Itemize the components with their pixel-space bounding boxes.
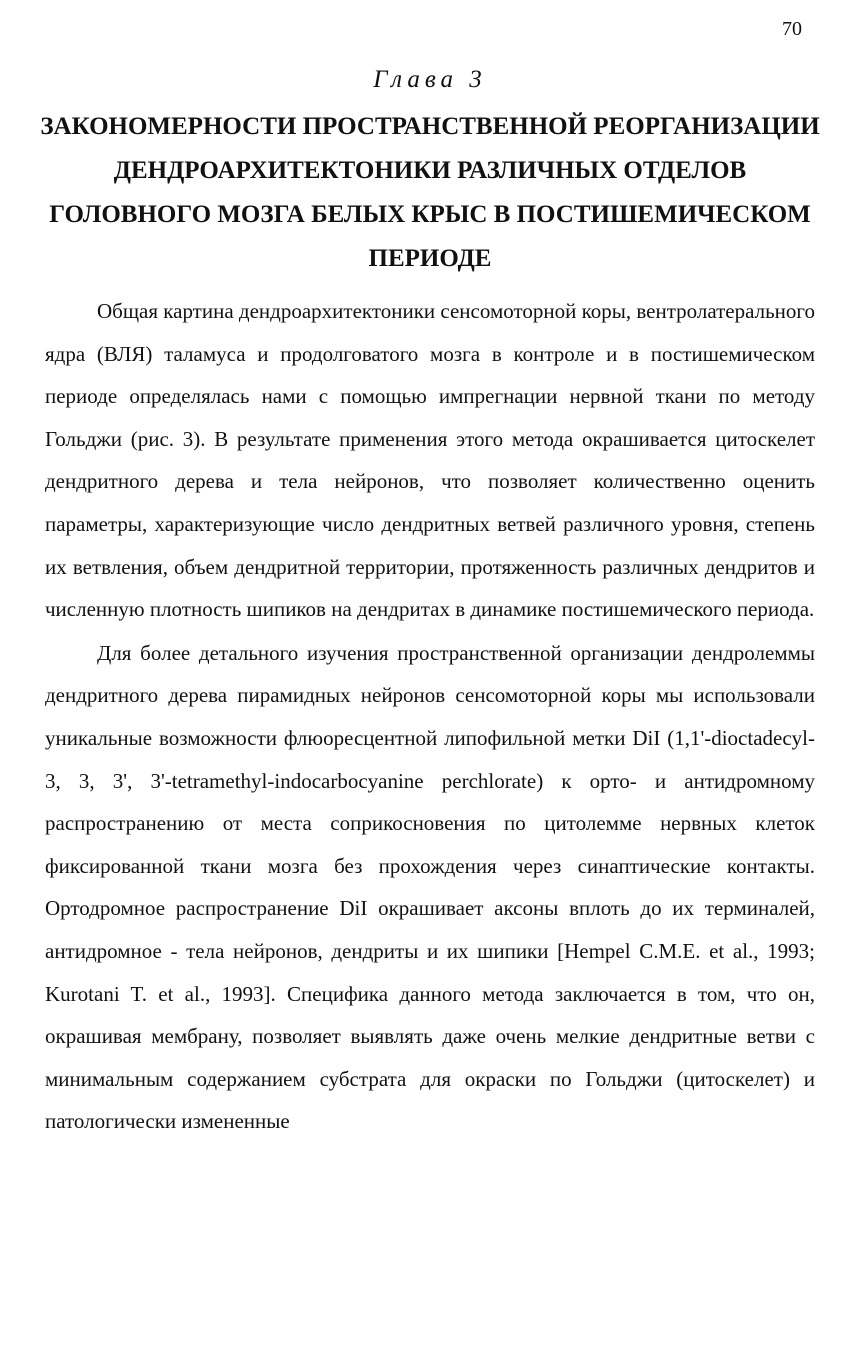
chapter-title: ЗАКОНОМЕРНОСТИ ПРОСТРАНСТВЕННОЙ РЕОРГАНИЗАЦИИ ДЕНДРОАРХИТЕКТОНИКИ РАЗЛИЧНЫХ ОТДЕЛОВ ГОЛОВНОГО МОЗГА БЕЛЫХ КРЫС В ПОСТИШЕМИЧЕСКОМ ПЕРИОДЕ	[40, 113, 820, 272]
body-text	[45, 290, 815, 1143]
paragraph-2: Для более детального изучения пространственной организации дендролеммы дендритного дерева пирамидных нейронов сенсомоторной коры мы использовали уникальные возможности флюоресцентной липофильной метки DiI (1,1'-dioctadecyl-3, 3, 3', 3'-tetramethyl-indocarbocyanine perchlorate) к орто- и антидромному распространению от места соприкосновения по цитолемме нервных клеток фиксированной ткани мозга без прохождения через синаптические контакты. Ортодромное распространение DiI окрашивает аксоны вплоть до их терминалей, антидромное - тела нейронов, дендриты и их шипики [Hempel C.M.E. et al., 1993; Kurotani T. et al., 1993]. Специфика данного метода заключается в том, что он, окрашивая мембрану, позволяет выявлять даже очень мелкие дендритные ветви с минимальным содержанием субстрата для окраски по Гольджи (цитоскелет) и патологически измененные	[45, 640, 815, 1134]
paragraph-1: Общая картина дендроархитектоники сенсомоторной коры, вентролатерального ядра (ВЛЯ) таламуса и продолговатого мозга в контроле и в постишемическом периоде определялась нами с помощью импрегнации нервной ткани по методу Гольджи (рис. 3). В результате применения этого метода окрашивается цитоскелет дендритного дерева и тела нейронов, что позволяет количественно оценить параметры, характеризующие число дендритных ветвей различного уровня, степень их ветвления, объем дендритной территории, протяженность различных дендритов и численную плотность шипиков на дендритах в динамике постишемического периода.	[45, 299, 815, 622]
chapter-label: Глава 3	[373, 66, 487, 93]
page-number: 70	[782, 18, 802, 40]
